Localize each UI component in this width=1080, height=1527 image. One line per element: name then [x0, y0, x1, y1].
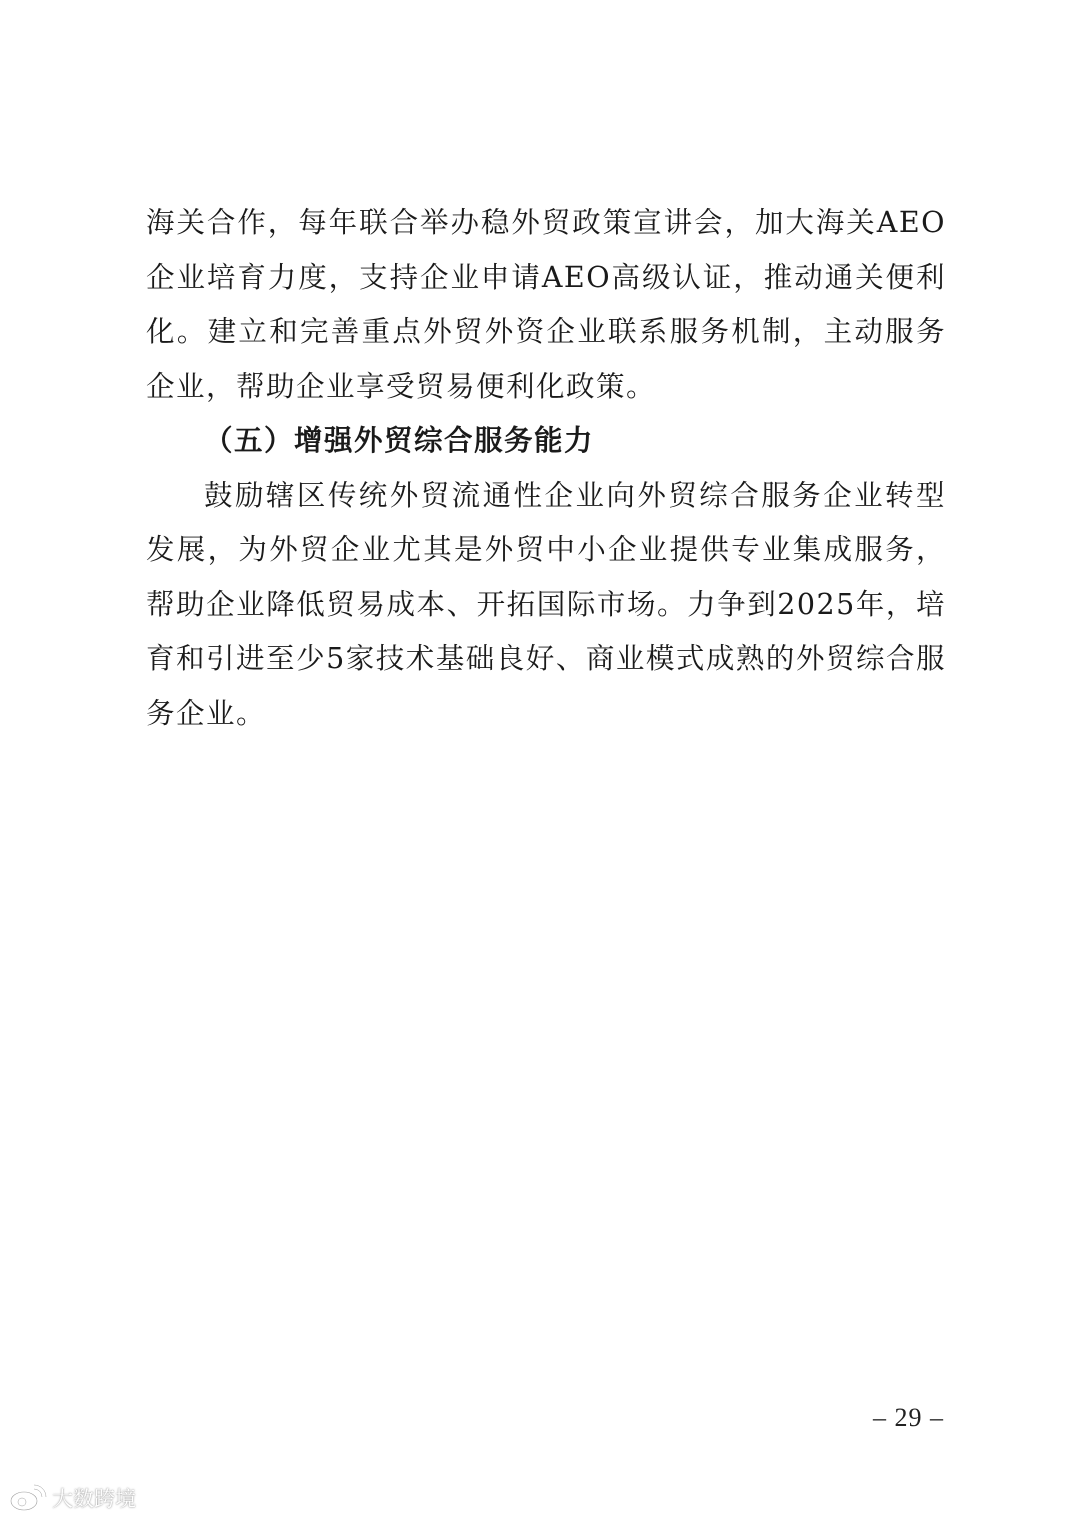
weibo-logo-icon	[8, 1483, 48, 1513]
page-body	[146, 196, 946, 741]
watermark-text: 大数跨境	[52, 1487, 136, 1511]
paragraph-customs-cooperation: 海关合作，每年联合举办稳外贸政策宣讲会，加大海关AEO企业培育力度，支持企业申请AEO高级认证，推动通关便利化。建立和完善重点外贸外资企业联系服务机制，主动服务企业，帮助企业享受贸易便利化政策。	[146, 206, 946, 403]
page-number: – 29 –	[873, 1403, 944, 1432]
paragraph-comprehensive-services: 鼓励辖区传统外贸流通性企业向外贸综合服务企业转型发展，为外贸企业尤其是外贸中小企业提供专业集成服务，帮助企业降低贸易成本、开拓国际市场。力争到2025年，培育和引进至少5家技术基础良好、商业模式成熟的外贸综合服务企业。	[146, 478, 946, 730]
section-heading: （五）增强外贸综合服务能力	[204, 424, 595, 457]
watermark	[8, 1483, 136, 1513]
